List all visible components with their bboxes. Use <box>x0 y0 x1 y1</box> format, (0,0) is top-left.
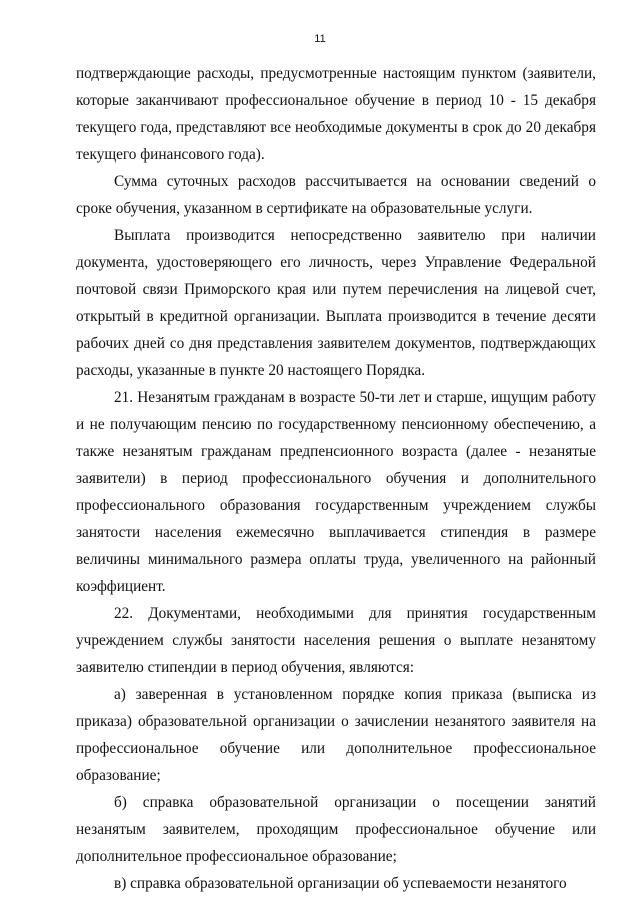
paragraph-item-21: 21. Незанятым гражданам в возрасте 50-ти лет и старше, ищущим работу и не получающим пенсию по государственному пенсионному обеспечению, а также незанятым гражданам предпенсионного возраста (далее - незанятые заявители) в период профессионального обучения и дополнительного профессионального образования государственным учреждением службы занятости населения ежемесячно выплачивается стипендия в размере величины минимального размера оплаты труда, увеличенного на районный коэффициент. <box>76 389 596 595</box>
paragraph-subitem-b: б) справка образовательной организации о посещении занятий незанятым заявителем, проходящим профессиональное обучение или дополнительное профессиональное образование; <box>76 794 596 865</box>
paragraph-item-22: 22. Документами, необходимыми для принятия государственным учреждением службы занятости населения решения о выплате незанятому заявителю стипендии в период обучения, являются: <box>76 605 596 676</box>
paragraph-continuation: подтверждающие расходы, предусмотренные настоящим пунктом (заявители, которые заканчивают профессиональное обучение в период 10 - 15 декабря текущего года, представляют все необходимые документы в срок до 20 декабря текущего финансового года). <box>76 65 596 163</box>
paragraph-daily-expenses: Сумма суточных расходов рассчитывается на основании сведений о сроке обучения, указанном в сертификате на образовательные услуги. <box>76 173 596 217</box>
page-number: 11 <box>314 33 326 45</box>
paragraph-subitem-v: в) справка образовательной организации об успеваемости незанятого <box>114 875 567 892</box>
paragraph-payment: Выплата производится непосредственно заявителю при наличии документа, удостоверяющего его личность, через Управление Федеральной почтовой связи Приморского края или путем перечисления на лицевой счет, открытый в кредитной организации. Выплата производится в течение десяти рабочих дней со дня представления заявителем документов, подтверждающих расходы, указанные в пункте 20 настоящего Порядка. <box>76 227 596 379</box>
document-body <box>76 60 596 897</box>
paragraph-subitem-a: а) заверенная в установленном порядке копия приказа (выписка из приказа) образовательной организации о зачислении незанятого заявителя на профессиональное обучение или дополнительное профессиональное образование; <box>76 686 596 784</box>
